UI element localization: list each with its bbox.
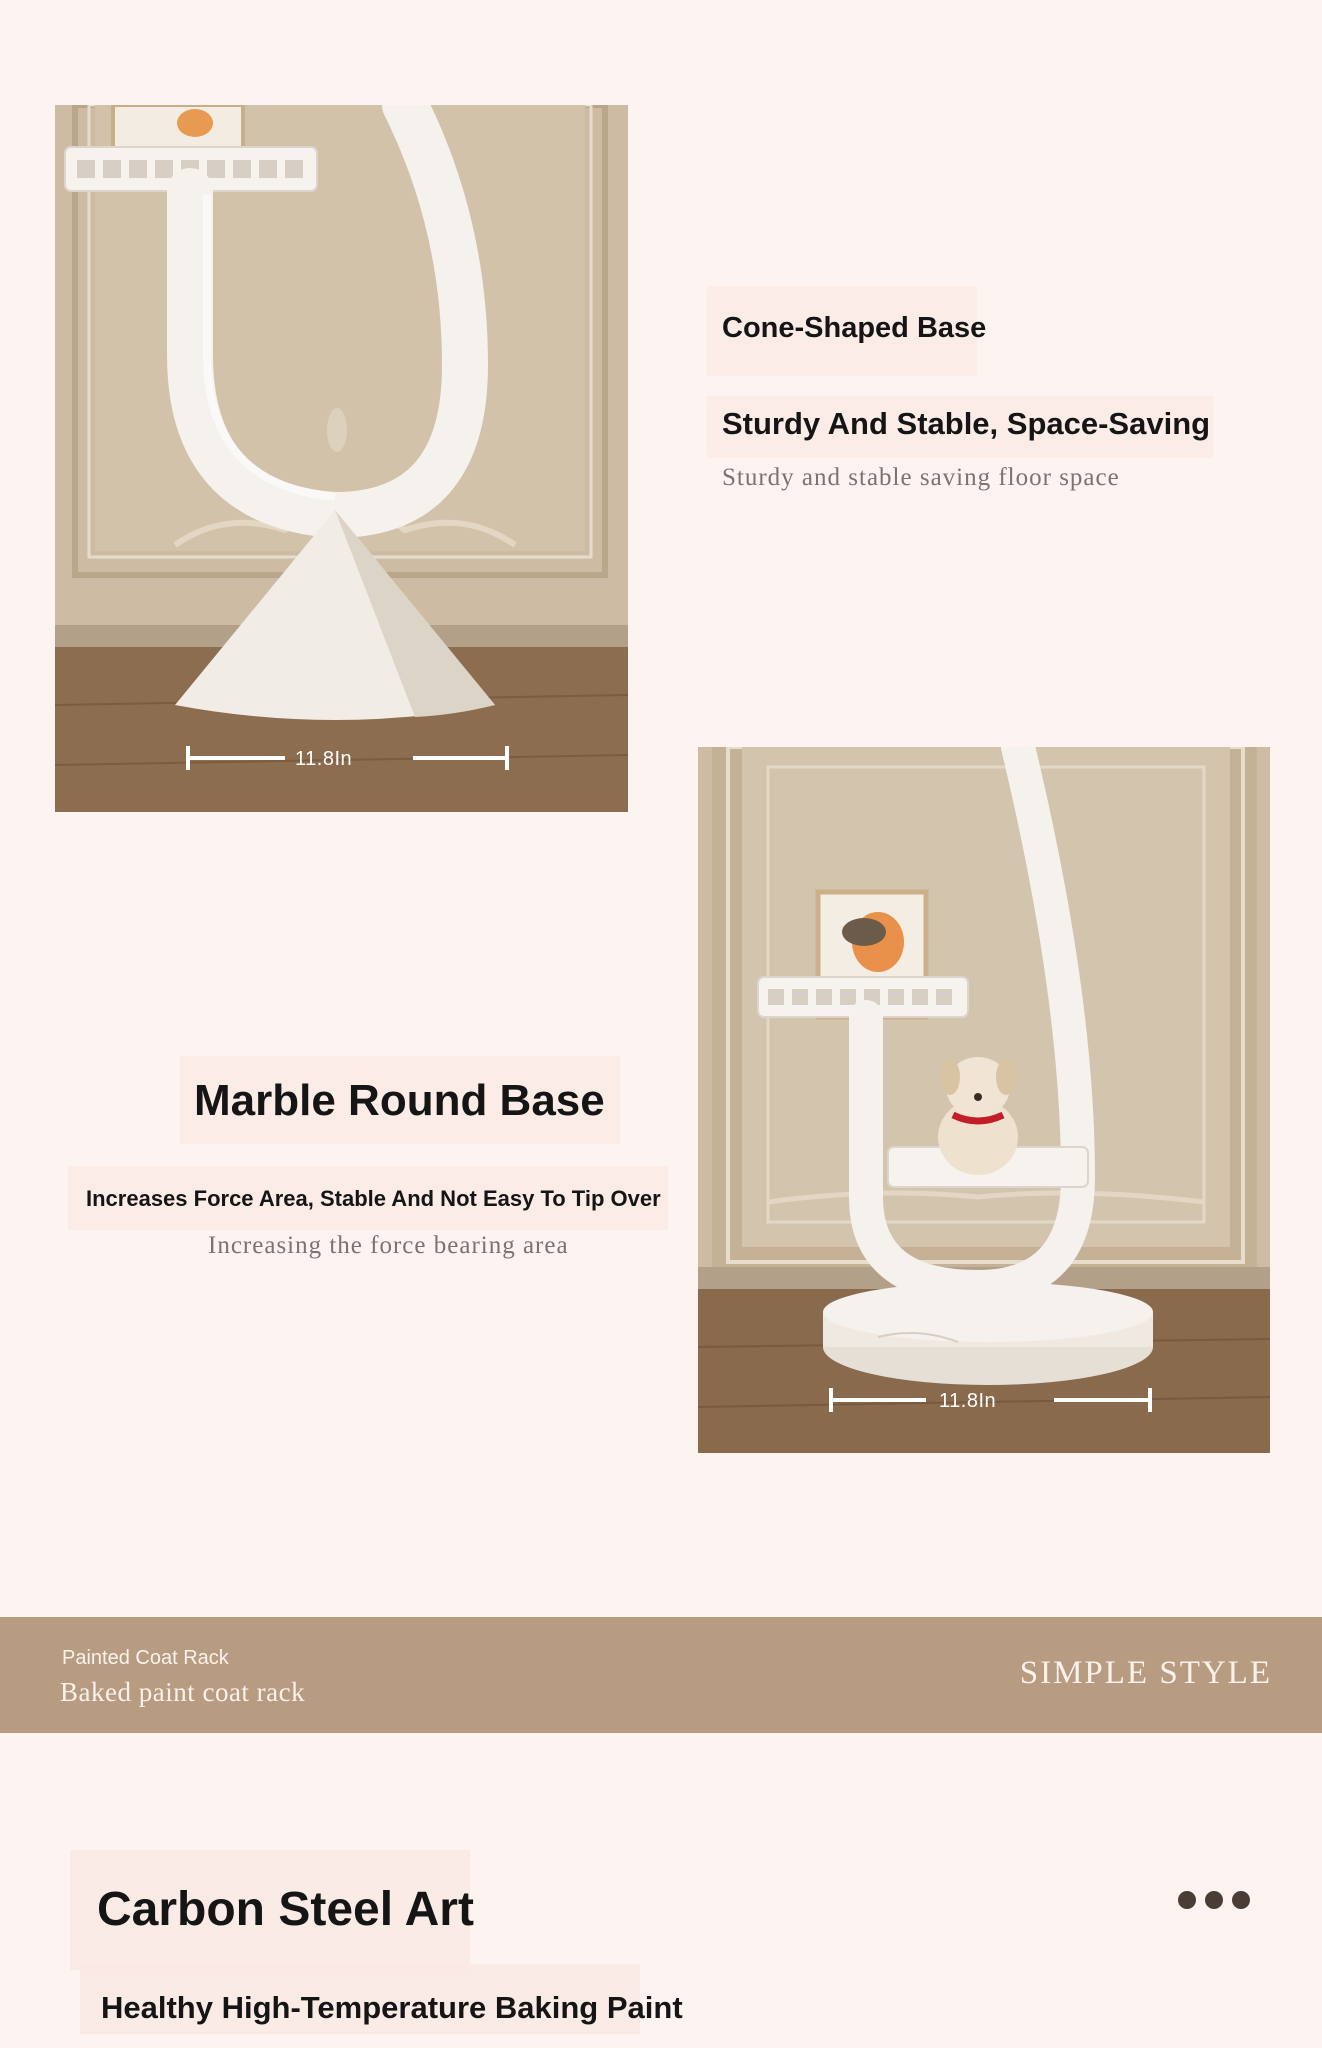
- marble-subtitle: Increases Force Area, Stable And Not Easy To Tip Over: [86, 1186, 661, 1211]
- band-label-serif: Baked paint coat rack: [60, 1677, 306, 1707]
- cone-base-illustration: [55, 105, 628, 812]
- cone-description: Sturdy and stable saving floor space: [722, 464, 1120, 491]
- marble-base-photo: [698, 747, 1270, 1453]
- cone-base-photo: [55, 105, 628, 812]
- steel-title: Carbon Steel Art: [97, 1883, 474, 1936]
- band-right-text: SIMPLE STYLE: [1019, 1655, 1272, 1691]
- dot-icon: [1205, 1891, 1223, 1909]
- dot-icon: [1232, 1891, 1250, 1909]
- steel-subtitle: Healthy High-Temperature Baking Paint: [101, 1990, 683, 2025]
- marble-title: Marble Round Base: [194, 1076, 605, 1125]
- marble-base-illustration: [698, 747, 1270, 1453]
- marble-dimension-label: 11.8In: [939, 1390, 997, 1412]
- more-dots-icon: [1178, 1891, 1250, 1909]
- cone-subtitle: Sturdy And Stable, Space-Saving: [722, 406, 1211, 441]
- style-band: [0, 1617, 1322, 1733]
- cone-title: Cone-Shaped Base: [722, 312, 987, 344]
- band-label: Painted Coat Rack: [62, 1647, 229, 1669]
- dot-icon: [1178, 1891, 1196, 1909]
- cone-dimension-label: 11.8In: [295, 748, 353, 770]
- marble-description: Increasing the force bearing area: [208, 1232, 569, 1259]
